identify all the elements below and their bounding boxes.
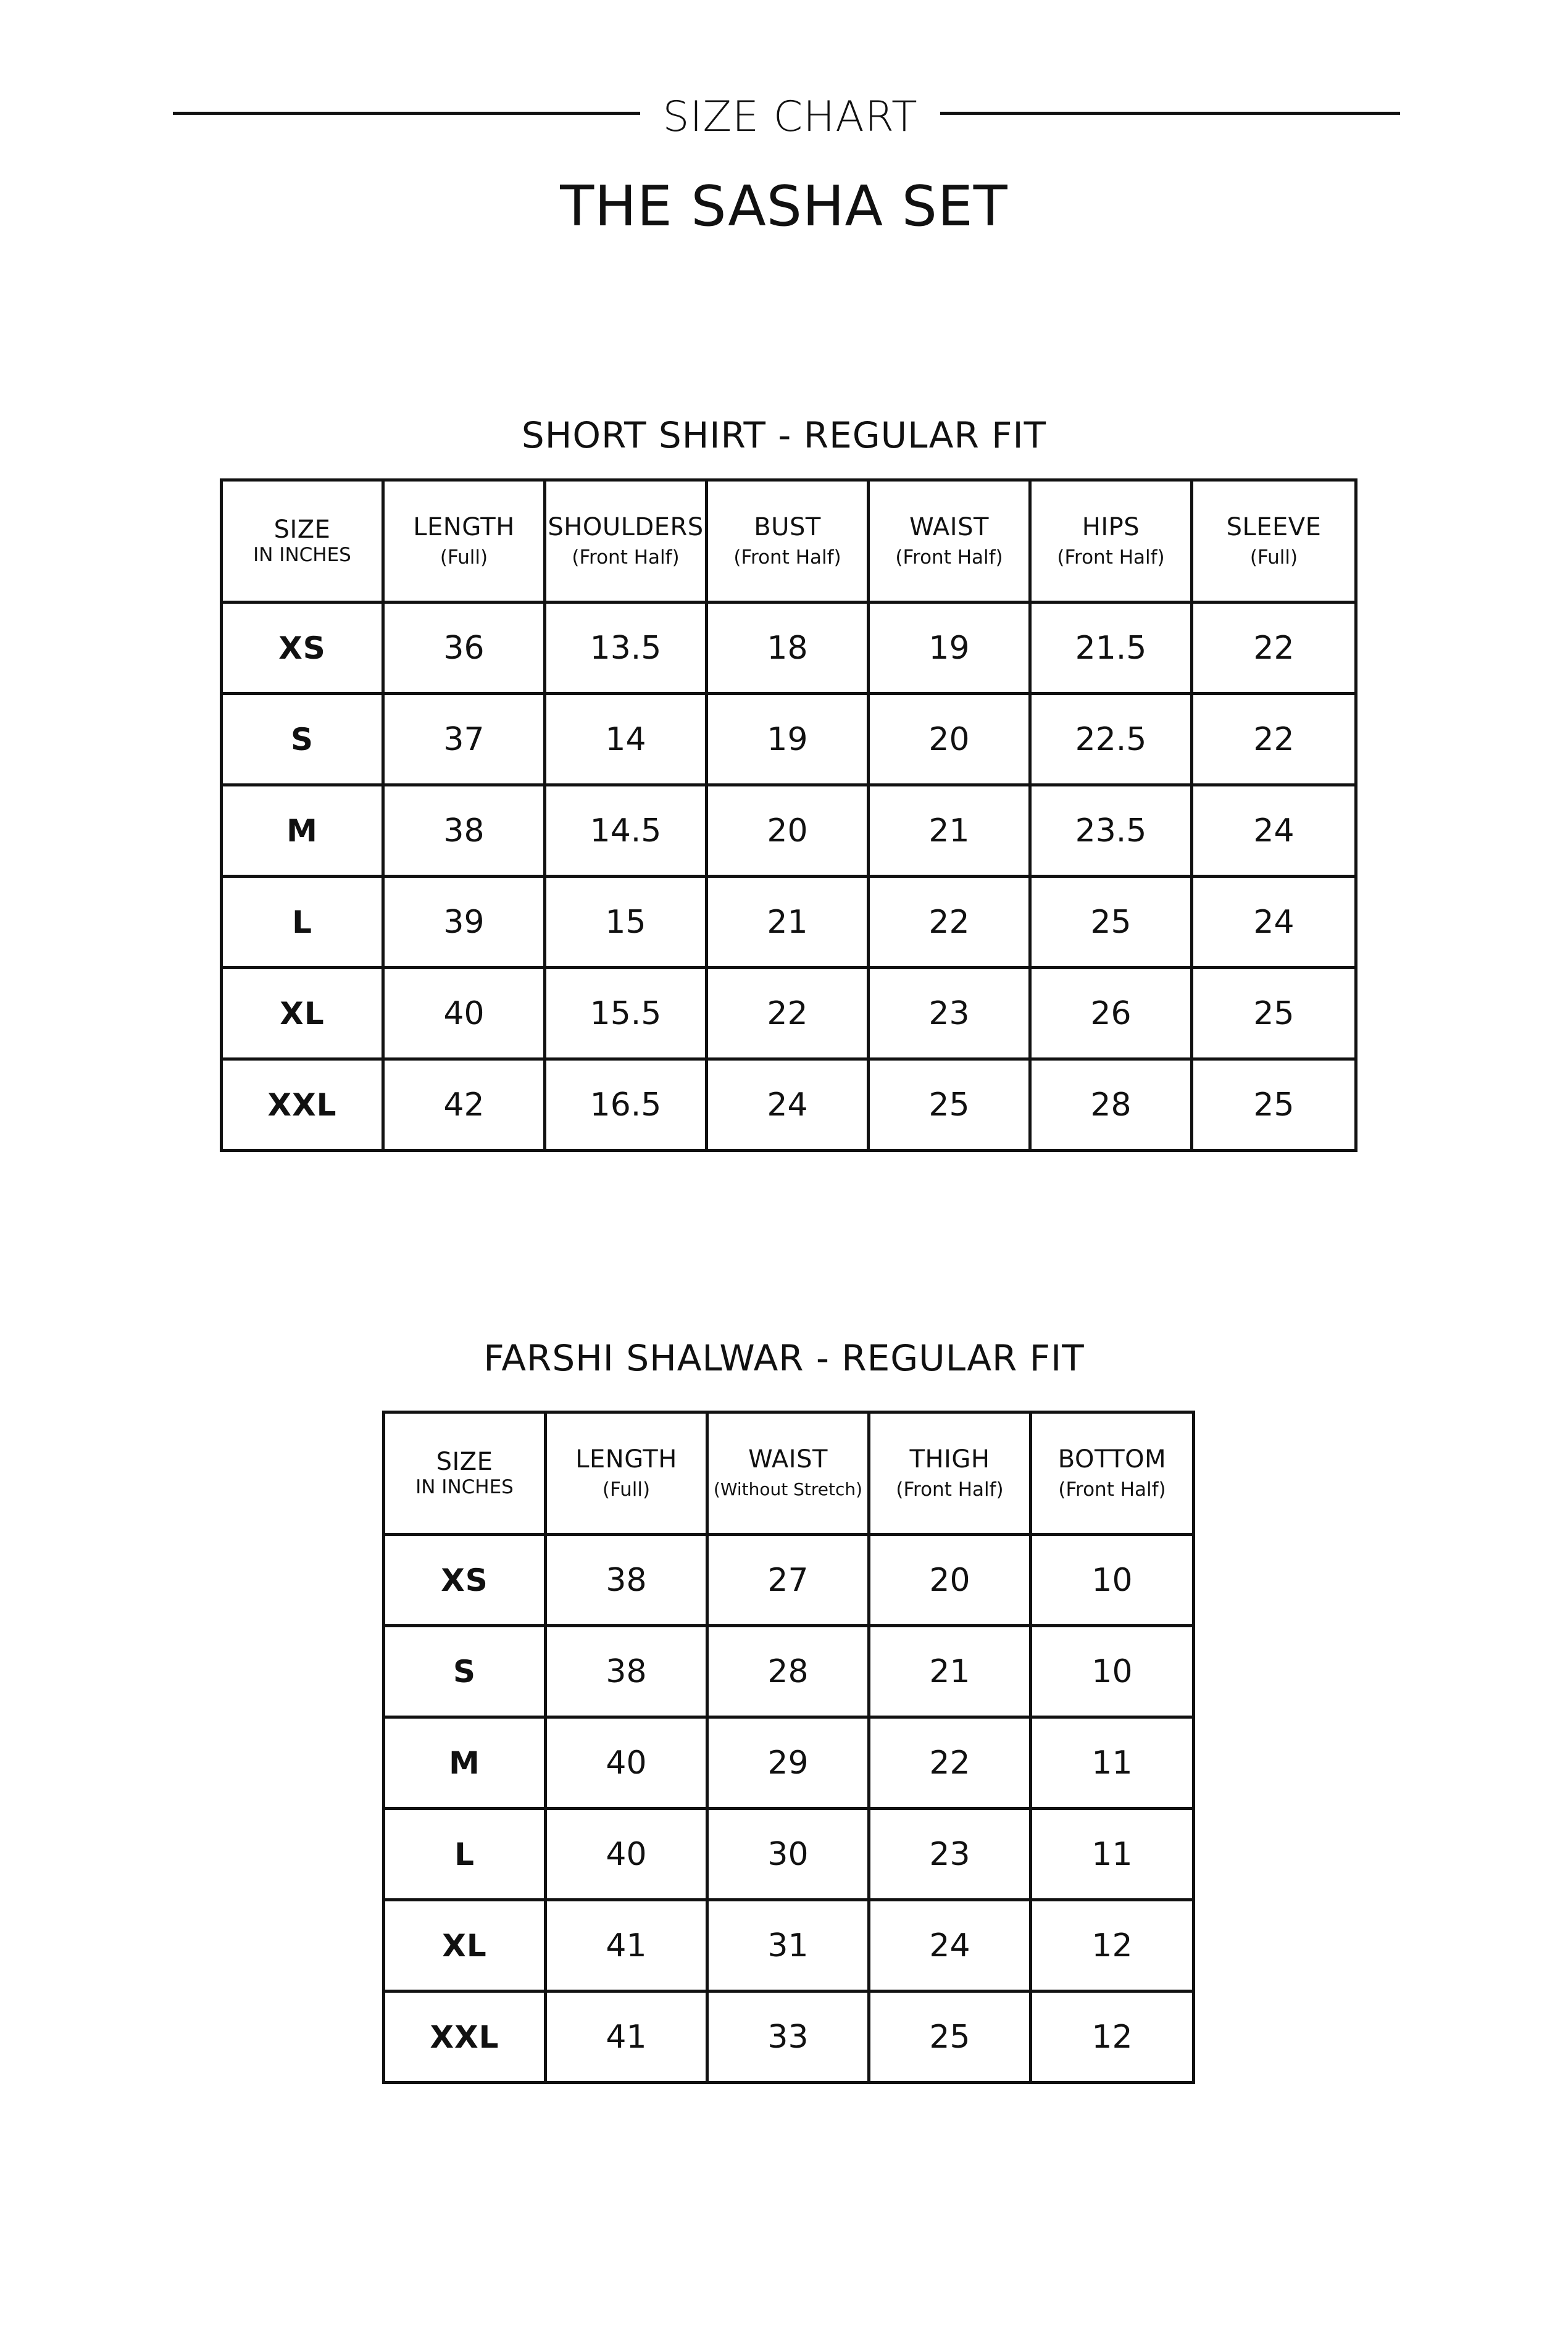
size-cell: L [384, 1809, 546, 1900]
shirt-col-size [222, 480, 383, 603]
table-row [222, 603, 1356, 694]
value-cell: 25 [869, 1991, 1031, 2083]
column-note: (Front Half) [1058, 1478, 1166, 1501]
value-cell: 29 [707, 1717, 869, 1809]
value-cell: 21.5 [1030, 603, 1192, 694]
value-cell: 22 [869, 877, 1030, 968]
column-note: (Without Stretch) [713, 1478, 863, 1499]
shirt-col-waist [869, 480, 1030, 603]
value-cell: 23 [869, 1809, 1031, 1900]
value-cell: 24 [707, 1059, 869, 1151]
column-label: BOTTOM [1057, 1445, 1167, 1474]
table-row [222, 785, 1356, 877]
column-note: (Full) [602, 1478, 651, 1501]
header-rule-right [940, 112, 1400, 115]
column-label: SLEEVE [1226, 512, 1322, 541]
value-cell: 41 [546, 1900, 707, 1991]
value-cell: 16.5 [545, 1059, 707, 1151]
value-cell: 31 [707, 1900, 869, 1991]
shirt-table-title: SHORT SHIRT - REGULAR FIT [521, 414, 1047, 456]
shirt-header-row [222, 480, 1356, 603]
shalwar-size-table [382, 1411, 1195, 2084]
value-cell: 22.5 [1030, 694, 1192, 785]
column-note: (Front Half) [572, 546, 680, 569]
value-cell: 23 [869, 968, 1030, 1059]
shirt-col-sleeve [1192, 480, 1356, 603]
size-cell: L [222, 877, 383, 968]
value-cell: 42 [383, 1059, 545, 1151]
shalwar-col-size [384, 1412, 546, 1535]
value-cell: 18 [707, 603, 869, 694]
size-cell: M [384, 1717, 546, 1809]
size-cell: XS [222, 603, 383, 694]
value-cell: 40 [383, 968, 545, 1059]
value-cell: 21 [869, 1626, 1031, 1717]
value-cell: 39 [383, 877, 545, 968]
value-cell: 41 [546, 1991, 707, 2083]
column-label: SIZE [436, 1447, 493, 1476]
value-cell: 36 [383, 603, 545, 694]
shirt-col-bust [707, 480, 869, 603]
column-note: (Front Half) [896, 1478, 1004, 1501]
value-cell: 37 [383, 694, 545, 785]
shalwar-col-bottom [1031, 1412, 1194, 1535]
column-note: (Full) [1249, 546, 1298, 569]
value-cell: 23.5 [1030, 785, 1192, 877]
value-cell: 40 [546, 1809, 707, 1900]
shalwar-header-row [384, 1412, 1194, 1535]
value-cell: 33 [707, 1991, 869, 2083]
value-cell: 14.5 [545, 785, 707, 877]
value-cell: 24 [1192, 877, 1356, 968]
shalwar-col-waist [707, 1412, 869, 1535]
size-cell: M [222, 785, 383, 877]
value-cell: 30 [707, 1809, 869, 1900]
value-cell: 28 [1030, 1059, 1192, 1151]
value-cell: 11 [1031, 1717, 1194, 1809]
shirt-col-length [383, 480, 545, 603]
value-cell: 25 [1030, 877, 1192, 968]
table-row [384, 1900, 1194, 1991]
value-cell: 22 [869, 1717, 1031, 1809]
value-cell: 22 [1192, 603, 1356, 694]
column-label: WAIST [748, 1445, 828, 1474]
value-cell: 13.5 [545, 603, 707, 694]
value-cell: 10 [1031, 1626, 1194, 1717]
value-cell: 12 [1031, 1900, 1194, 1991]
table-row [222, 1059, 1356, 1151]
value-cell: 14 [545, 694, 707, 785]
value-cell: 26 [1030, 968, 1192, 1059]
value-cell: 10 [1031, 1535, 1194, 1626]
value-cell: 38 [383, 785, 545, 877]
value-cell: 15 [545, 877, 707, 968]
table-row [384, 1626, 1194, 1717]
value-cell: 21 [869, 785, 1030, 877]
value-cell: 24 [1192, 785, 1356, 877]
value-cell: 20 [869, 1535, 1031, 1626]
table-row [384, 1991, 1194, 2083]
table-row [222, 694, 1356, 785]
value-cell: 12 [1031, 1991, 1194, 2083]
column-unit: IN INCHES [253, 543, 351, 566]
column-label: BUST [754, 512, 821, 541]
column-label: THIGH [909, 1445, 990, 1474]
value-cell: 38 [546, 1626, 707, 1717]
value-cell: 15.5 [545, 968, 707, 1059]
value-cell: 24 [869, 1900, 1031, 1991]
value-cell: 20 [707, 785, 869, 877]
column-label: SIZE [273, 515, 331, 544]
table-row [384, 1535, 1194, 1626]
value-cell: 11 [1031, 1809, 1194, 1900]
column-note: (Front Half) [895, 546, 1003, 569]
size-cell: XXL [384, 1991, 546, 2083]
column-note: (Front Half) [1057, 546, 1165, 569]
value-cell: 40 [546, 1717, 707, 1809]
column-label: LENGTH [575, 1445, 677, 1474]
value-cell: 22 [1192, 694, 1356, 785]
size-cell: S [222, 694, 383, 785]
column-unit: IN INCHES [415, 1475, 514, 1498]
value-cell: 25 [1192, 968, 1356, 1059]
value-cell: 21 [707, 877, 869, 968]
shirt-col-hips [1030, 480, 1192, 603]
size-chart-label: SIZE CHART [662, 93, 918, 141]
table-row [384, 1717, 1194, 1809]
column-note: (Front Half) [733, 546, 841, 569]
size-cell: S [384, 1626, 546, 1717]
value-cell: 27 [707, 1535, 869, 1626]
shirt-size-table [220, 478, 1357, 1152]
value-cell: 25 [869, 1059, 1030, 1151]
shalwar-table-title: FARSHI SHALWAR - REGULAR FIT [483, 1337, 1085, 1379]
shirt-col-shoulders [545, 480, 707, 603]
size-cell: XXL [222, 1059, 383, 1151]
size-cell: XS [384, 1535, 546, 1626]
column-note: (Full) [440, 546, 488, 569]
column-label: SHOULDERS [548, 512, 704, 541]
set-title: THE SASHA SET [560, 174, 1008, 239]
column-label: LENGTH [413, 512, 515, 541]
table-row [222, 968, 1356, 1059]
header-rule-left [173, 112, 640, 115]
value-cell: 19 [707, 694, 869, 785]
value-cell: 28 [707, 1626, 869, 1717]
shalwar-col-length [546, 1412, 707, 1535]
value-cell: 19 [869, 603, 1030, 694]
value-cell: 38 [546, 1535, 707, 1626]
shalwar-col-thigh [869, 1412, 1031, 1535]
size-cell: XL [222, 968, 383, 1059]
column-label: WAIST [909, 512, 989, 541]
value-cell: 25 [1192, 1059, 1356, 1151]
column-label: HIPS [1082, 512, 1140, 541]
value-cell: 20 [869, 694, 1030, 785]
value-cell: 22 [707, 968, 869, 1059]
size-cell: XL [384, 1900, 546, 1991]
table-row [384, 1809, 1194, 1900]
table-row [222, 877, 1356, 968]
